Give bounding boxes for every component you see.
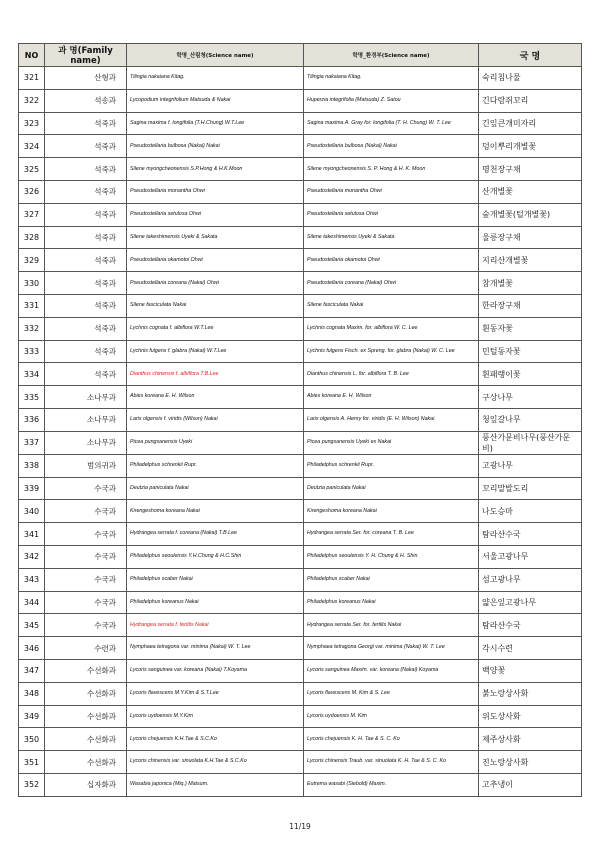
sci-name-forest: Lycoris uydoensis M.Y.Kim bbox=[127, 705, 304, 728]
header-family: 과 명(Family name) bbox=[45, 44, 127, 67]
table-row bbox=[19, 728, 582, 751]
sci-name-environment: Nymphaea tetragona Georgi var. minima (Nakai) W. T. Lee bbox=[304, 637, 479, 660]
row-number: 334 bbox=[19, 363, 45, 386]
table-row bbox=[19, 363, 582, 386]
table-row bbox=[19, 454, 582, 477]
family-name: 수국과 bbox=[45, 523, 127, 546]
family-name: 수국과 bbox=[45, 477, 127, 500]
family-name: 수련과 bbox=[45, 637, 127, 660]
korean-name: 참개별꽃 bbox=[479, 272, 582, 295]
sci-name-environment: Philadelphus scaber Nakai bbox=[304, 568, 479, 591]
table-row bbox=[19, 67, 582, 90]
korean-name: 한라장구채 bbox=[479, 294, 582, 317]
table-row bbox=[19, 751, 582, 774]
row-number: 349 bbox=[19, 705, 45, 728]
sci-name-forest: Pseudostellaria bulbosa (Nakai) Nakai bbox=[127, 135, 304, 158]
table-row bbox=[19, 226, 582, 249]
sci-name-environment: Tilingia nakaiana Kitag. bbox=[304, 67, 479, 90]
row-number: 348 bbox=[19, 682, 45, 705]
family-name: 수국과 bbox=[45, 591, 127, 614]
row-number: 342 bbox=[19, 545, 45, 568]
row-number: 331 bbox=[19, 294, 45, 317]
sci-name-forest: Pseudostellaria monantha Ohwi bbox=[127, 180, 304, 203]
row-number: 322 bbox=[19, 89, 45, 112]
korean-name: 풍산가문비나무(풍산가문비) bbox=[479, 431, 582, 454]
row-number: 325 bbox=[19, 158, 45, 181]
row-number: 343 bbox=[19, 568, 45, 591]
family-name: 수국과 bbox=[45, 545, 127, 568]
row-number: 336 bbox=[19, 408, 45, 431]
table-row bbox=[19, 112, 582, 135]
family-name: 석죽과 bbox=[45, 272, 127, 295]
row-number: 329 bbox=[19, 249, 45, 272]
family-name: 소나무과 bbox=[45, 386, 127, 409]
korean-name: 제주상사화 bbox=[479, 728, 582, 751]
korean-name: 탐라산수국 bbox=[479, 523, 582, 546]
family-name: 석죽과 bbox=[45, 180, 127, 203]
family-name: 석죽과 bbox=[45, 340, 127, 363]
sci-name-environment: Hydrangea serrata Ser. for. coreana T. B. Lee bbox=[304, 523, 479, 546]
table-row bbox=[19, 773, 582, 796]
family-name: 석죽과 bbox=[45, 249, 127, 272]
korean-name: 꼬리말발도리 bbox=[479, 477, 582, 500]
korean-name: 얇은잎고광나무 bbox=[479, 591, 582, 614]
sci-name-forest: Philadelphus koreanus Nakai bbox=[127, 591, 304, 614]
table-row bbox=[19, 249, 582, 272]
table-header bbox=[19, 44, 582, 67]
sci-name-forest: Pseudostellaria setulosa Ohwi bbox=[127, 203, 304, 226]
sci-name-environment: Larix olgensis A. Henry for. viridis (E. H. Wilson) Nakai bbox=[304, 408, 479, 431]
table-row bbox=[19, 659, 582, 682]
sci-name-environment: Picea pungsanensis Uyeki ex Nakai bbox=[304, 431, 479, 454]
korean-name: 덩이뿌리개별꽃 bbox=[479, 135, 582, 158]
sci-name-environment: Lycoris sanguinea Maxim. var. koreana (Nakai) Koyama bbox=[304, 659, 479, 682]
table-row bbox=[19, 203, 582, 226]
sci-name-environment: Kirengeshoma koreana Nakai bbox=[304, 500, 479, 523]
family-name: 수국과 bbox=[45, 568, 127, 591]
sci-name-environment: Lycoris flavescens M. Kim & S. Lee bbox=[304, 682, 479, 705]
row-number: 324 bbox=[19, 135, 45, 158]
sci-name-forest: Nymphaea tetragona var. minima (Nakai) W. T. Lee bbox=[127, 637, 304, 660]
table-row bbox=[19, 89, 582, 112]
family-name: 석죽과 bbox=[45, 317, 127, 340]
korean-name: 섬고광나무 bbox=[479, 568, 582, 591]
sci-name-environment: Philadelphus seoulensis Y. H. Chung & H. Shin bbox=[304, 545, 479, 568]
family-name: 소나무과 bbox=[45, 408, 127, 431]
korean-name: 진노랑상사화 bbox=[479, 751, 582, 774]
row-number: 346 bbox=[19, 637, 45, 660]
korean-name: 명천장구채 bbox=[479, 158, 582, 181]
table-row bbox=[19, 294, 582, 317]
family-name: 석죽과 bbox=[45, 203, 127, 226]
family-name: 산형과 bbox=[45, 67, 127, 90]
korean-name: 구상나무 bbox=[479, 386, 582, 409]
table-row bbox=[19, 637, 582, 660]
sci-name-forest: Pseudostellaria coreana (Nakai) Ohwi bbox=[127, 272, 304, 295]
row-number: 347 bbox=[19, 659, 45, 682]
sci-name-forest: Wasabia japonica (Miq.) Matsum. bbox=[127, 773, 304, 796]
korean-name: 나도승마 bbox=[479, 500, 582, 523]
table-row bbox=[19, 158, 582, 181]
sci-name-environment: Pseudostellaria bulbosa (Nakai) Nakai bbox=[304, 135, 479, 158]
korean-name: 고광나무 bbox=[479, 454, 582, 477]
sci-name-environment: Pseudostellaria monantha Ohwi bbox=[304, 180, 479, 203]
sci-name-environment: Lycoris uydoensis M. Kim bbox=[304, 705, 479, 728]
sci-name-forest: Lychnis cognata f. albiflora W.T.Lee bbox=[127, 317, 304, 340]
family-name: 수국과 bbox=[45, 500, 127, 523]
row-number: 321 bbox=[19, 67, 45, 90]
family-name: 십자화과 bbox=[45, 773, 127, 796]
sci-name-forest: Silene myongcheonensis S.P.Hong & H.K.Moon bbox=[127, 158, 304, 181]
korean-name: 붉노랑상사화 bbox=[479, 682, 582, 705]
family-name: 석죽과 bbox=[45, 363, 127, 386]
korean-name: 지리산개별꽃 bbox=[479, 249, 582, 272]
table-row bbox=[19, 431, 582, 454]
sci-name-environment: Lycoris chejuensis K. H. Tae & S. C. Ko bbox=[304, 728, 479, 751]
table-row bbox=[19, 477, 582, 500]
sci-name-forest: Larix olgensis f. viridis (Wilson) Nakai bbox=[127, 408, 304, 431]
sci-name-forest: Tilingia nakaiana Kitag. bbox=[127, 67, 304, 90]
header-no: NO bbox=[19, 44, 45, 67]
row-number: 345 bbox=[19, 614, 45, 637]
table-row bbox=[19, 614, 582, 637]
korean-name: 흰동자꽃 bbox=[479, 317, 582, 340]
table-body bbox=[19, 67, 582, 797]
row-number: 332 bbox=[19, 317, 45, 340]
sci-name-forest: Philadelphus schrenkii Rupr. bbox=[127, 454, 304, 477]
sci-name-environment: Pseudostellaria coreana (Nakai) Ohwi bbox=[304, 272, 479, 295]
sci-name-forest: Kirengeshoma koreana Nakai bbox=[127, 500, 304, 523]
sci-name-forest: Philadelphus scaber Nakai bbox=[127, 568, 304, 591]
sci-name-environment: Silene takeshimensis Uyeki & Sakata bbox=[304, 226, 479, 249]
sci-name-environment: Philadelphus schrenkii Rupr. bbox=[304, 454, 479, 477]
sci-name-forest: Hydrangea serrata f. coreana (Nakai) T.B.Lee bbox=[127, 523, 304, 546]
korean-name: 긴다람쥐꼬리 bbox=[479, 89, 582, 112]
family-name: 석죽과 bbox=[45, 135, 127, 158]
table-row bbox=[19, 386, 582, 409]
row-number: 337 bbox=[19, 431, 45, 454]
sci-name-forest: Picea pungsanensis Uyeki bbox=[127, 431, 304, 454]
row-number: 333 bbox=[19, 340, 45, 363]
family-name: 범의귀과 bbox=[45, 454, 127, 477]
family-name: 수선화과 bbox=[45, 659, 127, 682]
row-number: 330 bbox=[19, 272, 45, 295]
korean-name: 산개별꽃 bbox=[479, 180, 582, 203]
row-number: 338 bbox=[19, 454, 45, 477]
sci-name-environment: Deutzia paniculata Nakai bbox=[304, 477, 479, 500]
table-row bbox=[19, 568, 582, 591]
table-row bbox=[19, 408, 582, 431]
korean-name: 숲개별꽃(털개별꽃) bbox=[479, 203, 582, 226]
header-row bbox=[19, 44, 582, 67]
row-number: 339 bbox=[19, 477, 45, 500]
family-name: 석죽과 bbox=[45, 226, 127, 249]
korean-name: 백양꽃 bbox=[479, 659, 582, 682]
korean-name: 각시수련 bbox=[479, 637, 582, 660]
sci-name-forest: Silene takeshimensis Uyeki & Sakata bbox=[127, 226, 304, 249]
table-row bbox=[19, 705, 582, 728]
sci-name-environment: Silene fasciculata Nakai bbox=[304, 294, 479, 317]
sci-name-environment: Sagina maxima A. Gray for. longifolia (T. H. Chung) W. T. Lee bbox=[304, 112, 479, 135]
korean-name: 위도상사화 bbox=[479, 705, 582, 728]
row-number: 335 bbox=[19, 386, 45, 409]
sci-name-forest: Silene fasciculata Nakai bbox=[127, 294, 304, 317]
table-row bbox=[19, 591, 582, 614]
sci-name-forest: Deutzia paniculata Nakai bbox=[127, 477, 304, 500]
family-name: 소나무과 bbox=[45, 431, 127, 454]
korean-name: 숙리침나물 bbox=[479, 67, 582, 90]
page-number: 11/19 bbox=[289, 822, 311, 831]
row-number: 326 bbox=[19, 180, 45, 203]
korean-name: 긴잎큰개미자리 bbox=[479, 112, 582, 135]
species-table bbox=[18, 43, 582, 797]
sci-name-forest: Lycoris flavescens M.Y.Kim & S.T.Lee bbox=[127, 682, 304, 705]
family-name: 석죽과 bbox=[45, 158, 127, 181]
korean-name: 고추냉이 bbox=[479, 773, 582, 796]
korean-name: 서울고광나무 bbox=[479, 545, 582, 568]
korean-name: 흰패랭이꽃 bbox=[479, 363, 582, 386]
family-name: 수국과 bbox=[45, 614, 127, 637]
table-row bbox=[19, 135, 582, 158]
table-row bbox=[19, 682, 582, 705]
family-name: 수선화과 bbox=[45, 682, 127, 705]
sci-name-environment: Abies koreana E. H. Wilson bbox=[304, 386, 479, 409]
sci-name-forest: Lychnis fulgens f. glabra (Nakai) W.T.Lee bbox=[127, 340, 304, 363]
table-row bbox=[19, 272, 582, 295]
header-sci-name-environment: 학명_환경부(Science name) bbox=[304, 44, 479, 67]
sci-name-forest: Lycoris sanguinea var. koreana (Nakai) T.Koyama bbox=[127, 659, 304, 682]
sci-name-forest: Pseudostellaria okamotoi Ohwi bbox=[127, 249, 304, 272]
row-number: 350 bbox=[19, 728, 45, 751]
sci-name-forest: Lycopodium integrifolium Matsuda & Nakai bbox=[127, 89, 304, 112]
korean-name: 민털동자꽃 bbox=[479, 340, 582, 363]
sci-name-forest: Hydrangea serrata f. fertilis Nakai bbox=[127, 614, 304, 637]
row-number: 344 bbox=[19, 591, 45, 614]
row-number: 327 bbox=[19, 203, 45, 226]
sci-name-environment: Huperzia integrifolia (Matsuda) Z. Satou bbox=[304, 89, 479, 112]
row-number: 340 bbox=[19, 500, 45, 523]
korean-name: 청잎갈나무 bbox=[479, 408, 582, 431]
table-row bbox=[19, 500, 582, 523]
table-row bbox=[19, 545, 582, 568]
table-row bbox=[19, 180, 582, 203]
family-name: 수선화과 bbox=[45, 705, 127, 728]
family-name: 석송과 bbox=[45, 89, 127, 112]
family-name: 수선화과 bbox=[45, 751, 127, 774]
sci-name-environment: Lychnis cognata Maxim. for. albiflora W. C. Lee bbox=[304, 317, 479, 340]
sci-name-forest: Sagina maxima f. longifolia (T.H.Chung) W.T.Lee bbox=[127, 112, 304, 135]
family-name: 석죽과 bbox=[45, 294, 127, 317]
row-number: 341 bbox=[19, 523, 45, 546]
table-row bbox=[19, 523, 582, 546]
table-row bbox=[19, 317, 582, 340]
row-number: 351 bbox=[19, 751, 45, 774]
sci-name-forest: Dianthus chinensis f. albiflora T.B.Lee bbox=[127, 363, 304, 386]
korean-name: 탐라산수국 bbox=[479, 614, 582, 637]
sci-name-environment: Lychnis fulgens Fisch. ex Spreng. for. glabra (Nakai) W. C. Lee bbox=[304, 340, 479, 363]
sci-name-environment: Eutrema wasabi (Siebold) Maxim. bbox=[304, 773, 479, 796]
header-korean-name: 국 명 bbox=[479, 44, 582, 67]
family-name: 석죽과 bbox=[45, 112, 127, 135]
row-number: 323 bbox=[19, 112, 45, 135]
sci-name-environment: Philadelphus koreanus Nakai bbox=[304, 591, 479, 614]
sci-name-environment: Hydrangea serrata Ser. for. fertilis Nakai bbox=[304, 614, 479, 637]
sci-name-environment: Dianthus chinensis L. for. albiflora T. B. Lee bbox=[304, 363, 479, 386]
family-name: 수선화과 bbox=[45, 728, 127, 751]
sci-name-environment: Lycoris chinensis Traub. var. sinuolata K. H. Tae & S. C. Ko bbox=[304, 751, 479, 774]
row-number: 328 bbox=[19, 226, 45, 249]
sci-name-forest: Lycoris chejuensis K.H.Tae & S.C.Ko bbox=[127, 728, 304, 751]
sci-name-environment: Pseudostellaria setulosa Ohwi bbox=[304, 203, 479, 226]
table-row bbox=[19, 340, 582, 363]
sci-name-forest: Abies koreana E. H. Wilson bbox=[127, 386, 304, 409]
korean-name: 울릉장구채 bbox=[479, 226, 582, 249]
sci-name-forest: Lycoris chinensis var. sinuolata K.H.Tae & S.C.Ko bbox=[127, 751, 304, 774]
sci-name-forest: Philadelphus seoulensis Y.H.Chung & H.C.Shin bbox=[127, 545, 304, 568]
sci-name-environment: Pseudostellaria okamotoi Ohwi bbox=[304, 249, 479, 272]
header-sci-name-forest: 학명_산림청(Science name) bbox=[127, 44, 304, 67]
sci-name-environment: Silene myongcheonensis S. P. Hong & H. K. Moon bbox=[304, 158, 479, 181]
row-number: 352 bbox=[19, 773, 45, 796]
